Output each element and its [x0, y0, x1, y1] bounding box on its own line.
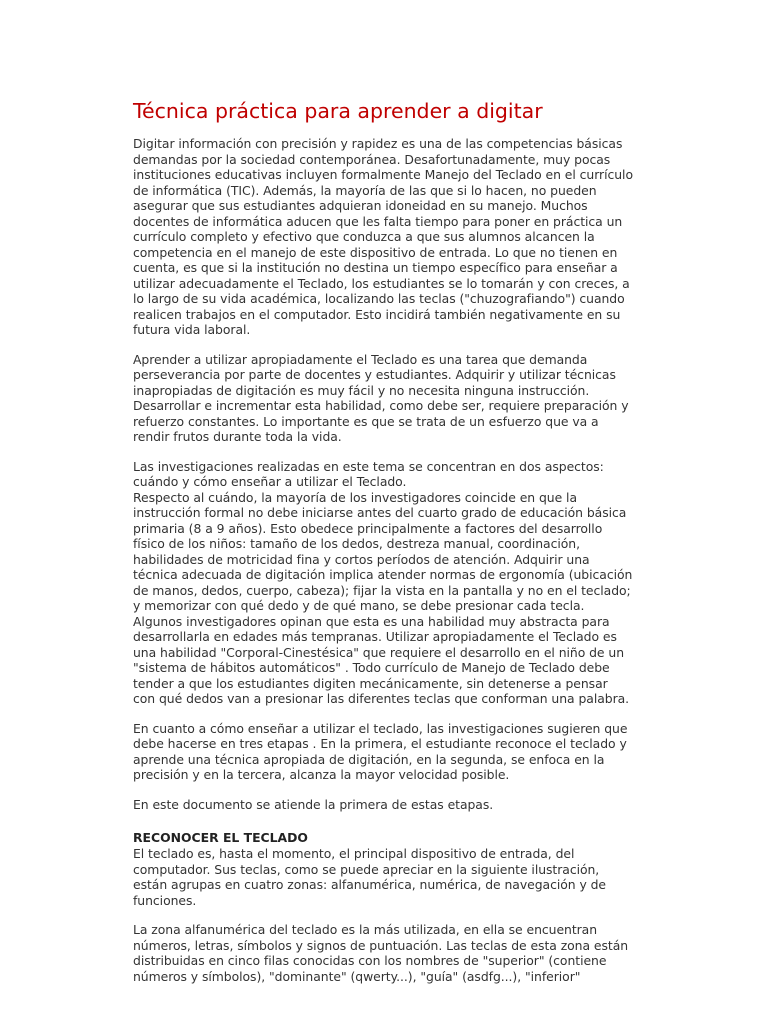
section-heading: RECONOCER EL TECLADO — [133, 830, 308, 845]
paragraph-scope: En este documento se atiende la primera de estas etapas. — [133, 796, 494, 812]
document-body — [133, 97, 633, 998]
paragraph-keyboard: El teclado es, hasta el momento, el principal dispositivo de entrada, del computador. Sus teclas, como se puede apreciar en la siguiente ilustración, están agrupas en cuatro zonas: alfanumérica, numérica, de navegación y de funciones. — [133, 846, 607, 908]
paragraph-when: Respecto al cuándo, la mayoría de los investigadores coincide en que la instrucción formal no debe iniciarse antes del cuarto grado de educación básica primaria (8 a 9 años). Esto obedece principalmente a factores del desarrollo físico de los niños: tamaño de los dedos, destreza manual, coordinación, habilidades de motricidad fina y cortos períodos de atención. Adquirir una técnica adecuada de digitación implica atender normas de ergonomía (ubicación de manos, dedos, cuerpo, cabeza); fijar la vista en la pantalla y no en el teclado; y memorizar con qué dedo y de qué mano, se debe presionar cada tecla. Algunos investigadores opinan que esta es una habilidad muy abstracta para desarrollarla en edades más tempranas. Utilizar apropiadamente el Teclado es una habilidad "Corporal-Cinestésica" que requiere el desarrollo en el niño de un "sistema de hábitos automáticos" . Todo currículo de Manejo de Teclado debe tender a que los estudiantes digiten mecánicamente, sin detenerse a pensar con qué dedos van a presionar las diferentes teclas que conforman una palabra. — [133, 489, 633, 706]
paragraph-alphanumeric: La zona alfanumérica del teclado es la más utilizada, en ella se encuentran números, letras, símbolos y signos de puntuación. Las teclas de esta zona están distribuidas en cinco filas conocidas con los nombres de "superior" (contiene números y símbolos), "dominante" (qwerty...), "guía" (asdfg...), "inferior" — [133, 922, 629, 984]
paragraph-research: Las investigaciones realizadas en este tema se concentran en dos aspectos: cuándo y cómo enseñar a utilizar el Teclado. — [133, 458, 604, 489]
paragraph-how: En cuanto a cómo enseñar a utilizar el teclado, las investigaciones sugieren que debe hacerse en tres etapas . En la primera, el estudiante reconoce el teclado y aprende una técnica apropiada de digitación, en la segunda, se enfoca en la precisión y en la tercera, alcanza la mayor velocidad posible. — [133, 720, 628, 782]
document-title: Técnica práctica para aprender a digitar — [133, 99, 543, 123]
paragraph-learning: Aprender a utilizar apropiadamente el Teclado es una tarea que demanda perseverancia por parte de docentes y estudiantes. Adquirir y utilizar técnicas inapropiadas de digitación es muy fácil y no necesita ninguna instrucción. Desarrollar e incrementar esta habilidad, como debe ser, requiere preparación y refuerzo constantes. Lo importante es que se trata de un esfuerzo que va a rendir frutos durante toda la vida. — [133, 351, 629, 444]
paragraph-intro: Digitar información con precisión y rapidez es una de las competencias básicas demandas por la sociedad contemporánea. Desafortunadamente, muy pocas instituciones educativas incluyen formalmente Manejo del Teclado en el currículo de informática (TIC). Además, la mayoría de las que si lo hacen, no pueden asegurar que sus estudiantes adquieran idoneidad en su manejo. Muchos docentes de informática aducen que les falta tiempo para poner en práctica un currículo completo y efectivo que conduzca a que sus alumnos alcancen la competencia en el manejo de este dispositivo de entrada. Lo que no tienen en cuenta, es que si la institución no destina un tiempo específico para enseñar a utilizar adecuadamente el Teclado, los estudiantes se lo tomarán y con creces, a lo largo de su vida académica, localizando las teclas ("chuzografiando") cuando realicen trabajos en el computador. Esto incidirá también negativamente en su futura vida laboral. — [133, 136, 633, 337]
